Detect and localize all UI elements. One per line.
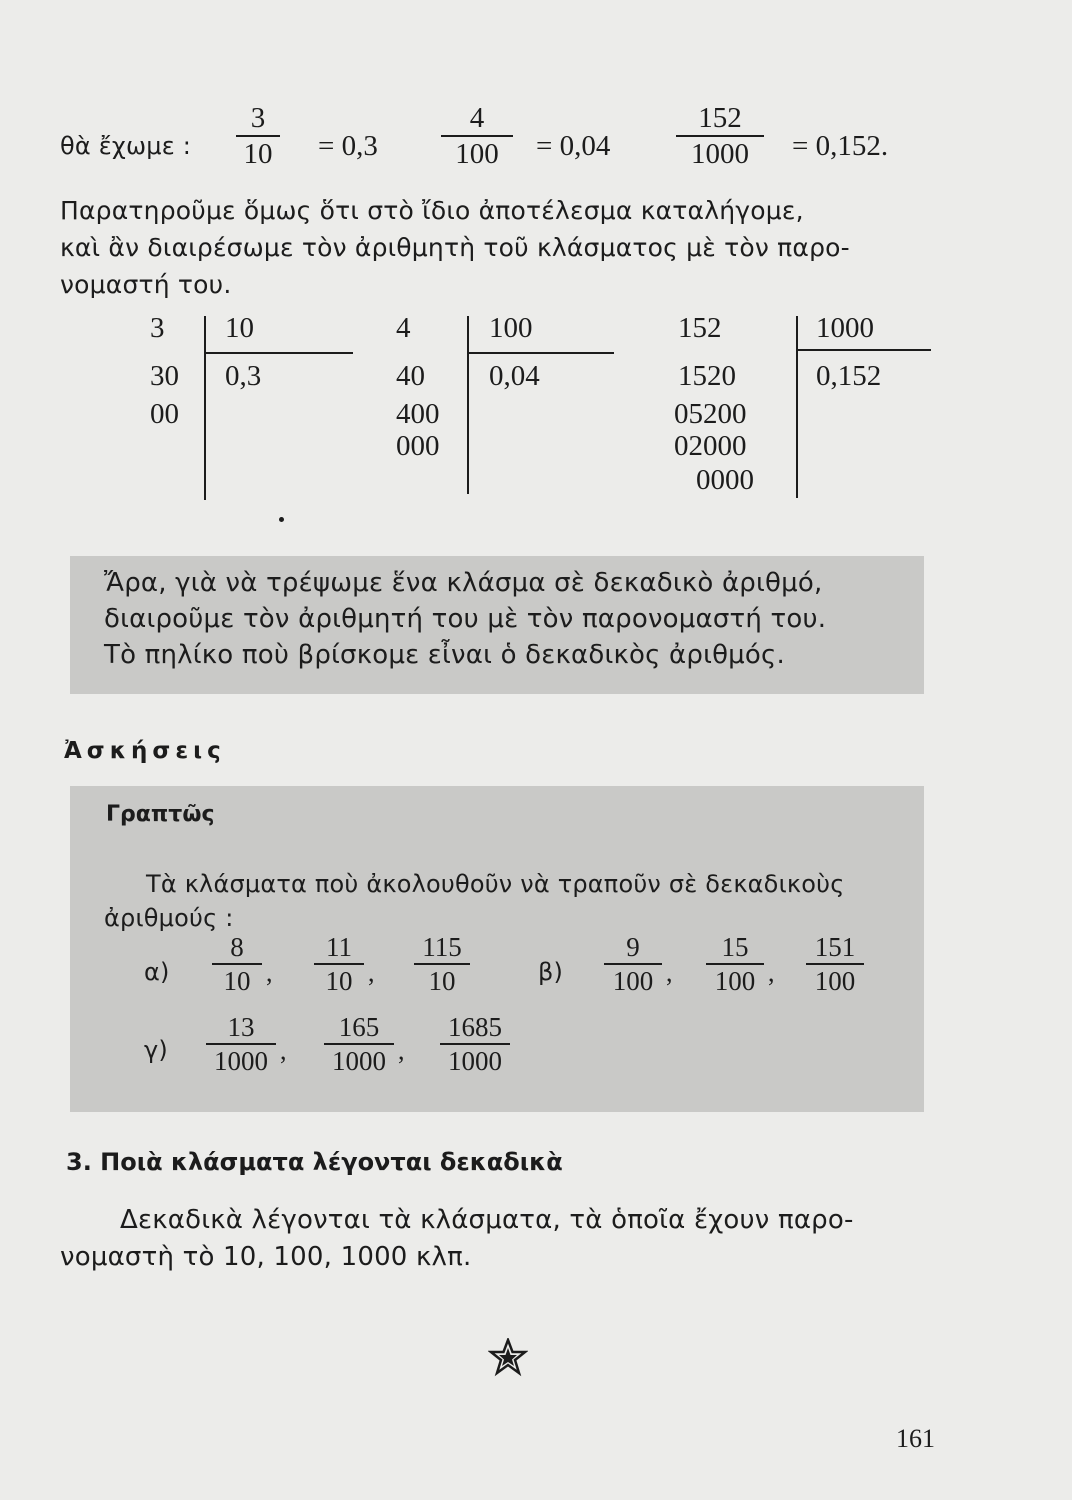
fraction-denominator: 100 [455,138,499,170]
comma: , [266,958,273,987]
quotient: 0,04 [489,360,540,392]
fraction [206,1014,276,1075]
section-3-text-2: νομαστὴ τὸ 10, 100, 1000 κλπ. [60,1242,472,1272]
comma: , [398,1036,405,1065]
division-step: 00 [150,398,179,430]
paragraph-line-2: καὶ ἂν διαιρέσωμε τὸν ἀριθμητὴ τοῦ κλάσματος μὲ τὸν παρο- [60,233,850,262]
divisor: 1000 [816,312,874,344]
dividend: 152 [678,312,722,344]
fraction-denominator: 100 [714,966,756,996]
fraction-denominator: 1000 [214,1046,268,1076]
section-3-text-1: Δεκαδικὰ λέγονται τὰ κλάσματα, τὰ ὁποῖα ἔχουν παρο- [120,1205,854,1235]
fraction [314,934,364,995]
division-step: 02000 [674,430,747,462]
fraction-numerator: 13 [227,1012,255,1042]
intro-result-3: = 0,152. [792,130,889,162]
division-step: 000 [396,430,440,462]
fraction-denominator: 1000 [332,1046,386,1076]
quotient: 0,152 [816,360,882,392]
fraction [324,1014,394,1075]
fraction-denominator: 1000 [448,1046,502,1076]
exercises-heading: Ἀσκήσεις [64,738,226,764]
quotient: 0,3 [225,360,262,392]
fraction-denominator: 10 [428,966,456,996]
fraction-denominator: 10 [243,138,273,170]
divisor: 10 [225,312,254,344]
fraction-numerator: 11 [326,932,352,962]
fraction-numerator: 4 [469,102,485,134]
intro-result-1: = 0,3 [318,130,378,162]
fraction-numerator: 152 [698,102,742,134]
fraction [604,934,662,995]
paragraph-line-3: νομαστή του. [60,270,232,299]
group-a-label: α) [144,958,170,986]
divisor: 100 [489,312,533,344]
intro-result-2: = 0,04 [536,130,611,162]
division-step: 30 [150,360,179,392]
fraction-numerator: 3 [250,102,266,134]
rule-line-2: διαιροῦμε τὸν ἀριθμητή του μὲ τὸν παρονομαστή του. [104,604,827,634]
paragraph-line-1: Παρατηροῦμε ὅμως ὅτι στὸ ἴδιο ἀποτέλεσμα καταλήγομε, [60,196,804,225]
exercise-box-title: Γραπτῶς [106,802,215,827]
fraction [212,934,262,995]
fraction [706,934,764,995]
fraction-denominator: 10 [325,966,353,996]
fraction [440,1014,510,1075]
comma: , [768,958,775,987]
intro-fraction-2 [441,104,513,169]
fraction [806,934,864,995]
comma: , [666,958,673,987]
comma: , [280,1036,287,1065]
exercise-instruction-2: ἀριθμούς : [104,904,234,932]
fraction-numerator: 165 [338,1012,380,1042]
fraction-denominator: 10 [223,966,251,996]
intro-lead: θὰ ἔχωμε : [60,132,192,160]
fraction-numerator: 8 [230,932,244,962]
fraction [414,934,470,995]
fraction-denominator: 100 [612,966,654,996]
stray-dot [279,517,284,522]
division-step: 400 [396,398,440,430]
intro-fraction-1 [236,104,280,169]
fraction-numerator: 15 [721,932,749,962]
division-step: 0000 [696,464,754,496]
comma: , [368,958,375,987]
intro-fraction-3 [676,104,764,169]
group-b-label: β) [538,958,564,986]
rule-line-1: Ἄρα, γιὰ νὰ τρέψωμε ἕνα κλάσμα σὲ δεκαδικὸ ἀριθμό, [104,568,823,598]
fraction-denominator: 1000 [691,138,749,170]
dividend: 3 [150,312,165,344]
fraction-numerator: 151 [814,932,856,962]
section-3-heading: 3. Ποιὰ κλάσματα λέγονται δεκαδικὰ [66,1148,563,1176]
page-number: 161 [896,1424,935,1453]
fraction-numerator: 9 [626,932,640,962]
division-step: 40 [396,360,425,392]
exercise-instruction-1: Τὰ κλάσματα ποὺ ἀκολουθοῦν νὰ τραποῦν σὲ δεκαδικοὺς [146,870,845,898]
division-step: 1520 [678,360,736,392]
fraction-numerator: 1685 [448,1012,502,1042]
dividend: 4 [396,312,411,344]
division-step: 05200 [674,398,747,430]
group-c-label: γ) [144,1036,168,1064]
fraction-numerator: 115 [422,932,462,962]
fraction-denominator: 100 [814,966,856,996]
rule-line-3: Τὸ πηλίκο ποὺ βρίσκομε εἶναι ὁ δεκαδικὸς ἀριθμός. [104,640,785,670]
star-icon [488,1338,528,1378]
